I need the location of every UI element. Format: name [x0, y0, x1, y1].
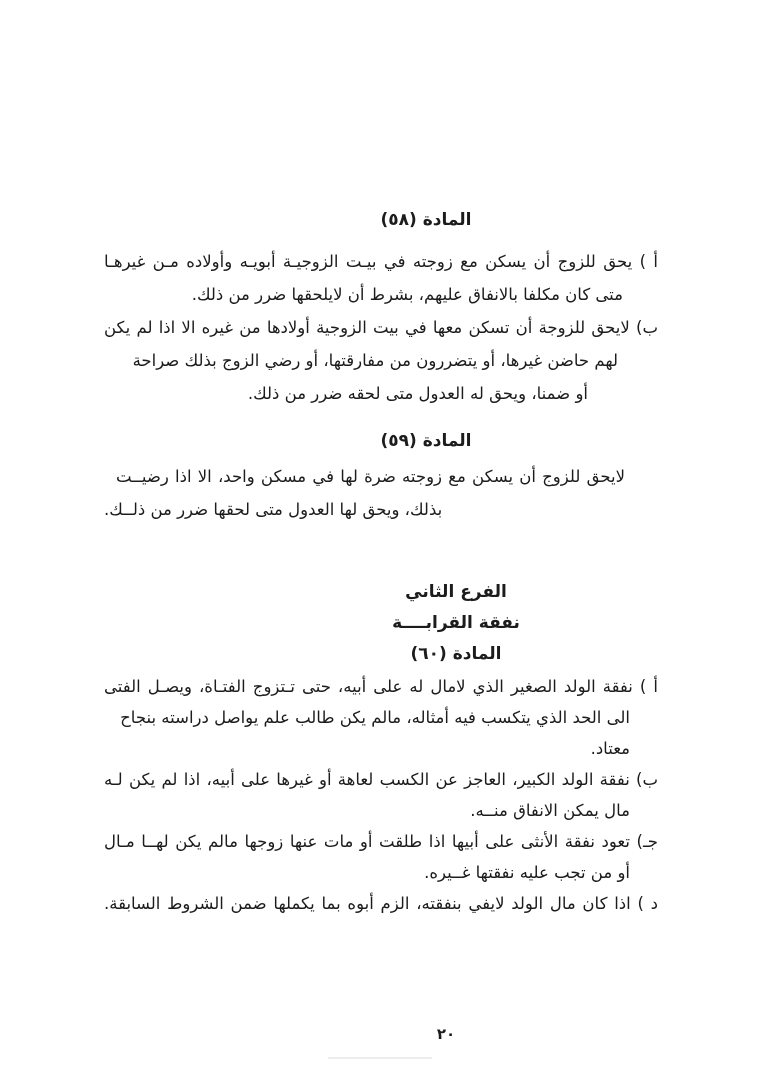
- article-60-line: مال يمكن الانفاق منــه.: [470, 801, 630, 820]
- article-58-line: لهم حاضن غيرها، أو يتضررون من مفارقتها، أو رضي الزوج بذلك صراحة: [132, 351, 618, 370]
- article-59-line: لايحق للزوج أن يسكن مع زوجته ضرة لها في مسكن واحد، الا اذا رضيــت: [116, 467, 625, 486]
- article-58-line: أ ) يحق للزوج أن يسكن مع زوجته في بيـت الزوجيـة أبويـه وأولاده مـن غيرهـا: [104, 252, 658, 271]
- article-60-line: أو من تجب عليه نفقتها غــيره.: [424, 863, 630, 882]
- branch-subtitle: نفقة القرابــــة: [392, 613, 520, 633]
- article-58-heading: المادة (٥٨): [380, 210, 472, 230]
- branch-title: الفرع الثاني: [405, 582, 507, 602]
- article-58-line: متى كان مكلفا بالانفاق عليهم، بشرط أن لايلحقها ضرر من ذلك.: [191, 285, 623, 304]
- article-58-line: ب) لايحق للزوجة أن تسكن معها في بيت الزوجية أولادها من غيره الا اذا لم يكن: [104, 318, 658, 337]
- scan-artifact-line: [328, 1057, 432, 1059]
- document-text-column: [104, 0, 658, 919]
- article-60-line: أ ) نفقة الولد الصغير الذي لامال له على أبيه، حتى تـتزوج الفتـاة، ويصـل الفتى: [104, 677, 658, 696]
- article-58-line: أو ضمنا، ويحق له العدول متى لحقه ضرر من ذلك.: [247, 384, 588, 403]
- article-60-line: ب) نفقة الولد الكبير، العاجز عن الكسب لعاهة أو غيرها على أبيه، اذا لم يكن لـه: [104, 770, 658, 789]
- article-60-heading: المادة (٦٠): [410, 644, 502, 664]
- article-59-heading: المادة (٥٩): [380, 431, 472, 451]
- page-number: ٢٠: [436, 1025, 456, 1043]
- article-60-line: الى الحد الذي يتكسب فيه أمثاله، مالم يكن طالب علم يواصل دراسته بنجاح: [120, 708, 630, 727]
- article-59-line: بذلك، ويحق لها العدول متى لحقها ضرر من ذلــك.: [104, 500, 443, 519]
- article-60-line: جـ) تعود نفقة الأنثى على أبيها اذا طلقت أو مات عنها زوجها مالم يكن لهــا مـال: [104, 832, 658, 851]
- article-60-line: معتاد.: [590, 739, 630, 758]
- article-60-line: د ) اذا كان مال الولد لايفي بنفقته، الزم أبوه بما يكملها ضمن الشروط السابقة.: [104, 894, 658, 913]
